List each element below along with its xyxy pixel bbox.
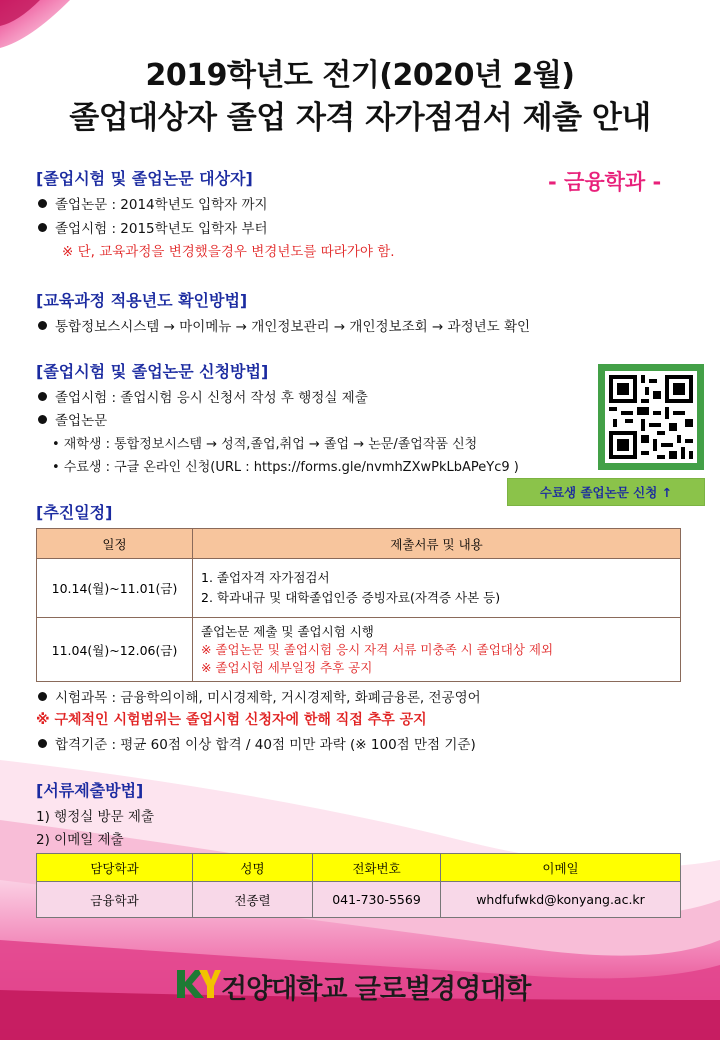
table-row: [37, 559, 681, 618]
column-header-date: 일정: [37, 529, 193, 559]
contact-table: [36, 853, 681, 918]
curriculum-path-text: 통합정보스시스템 → 마이메뉴 → 개인정보관리 → 개인정보조회 → 과정년도 확인: [55, 319, 531, 335]
exam-range-notice: ※ 구체적인 시험범위는 졸업시험 신청자에 한해 직접 추후 공지: [36, 712, 427, 728]
target-thesis-text: 졸업논문 : 2014학년도 입학자 까지: [55, 197, 268, 213]
schedule-warning: ※ 졸업논문 및 졸업시험 응시 자격 서류 미충족 시 졸업대상 제외: [201, 641, 554, 657]
contact-phone: 041-730-5569: [313, 882, 441, 918]
title-line-2: 졸업대상자 졸업 자격 자가점검서 제출 안내: [69, 100, 651, 136]
schedule-warning: ※ 졸업시험 세부일정 추후 공지: [201, 659, 373, 675]
pass-criteria-text: 합격기준 : 평균 60점 이상 합격 / 40점 미만 과락 (※ 100점 만점 기준): [55, 737, 476, 753]
contact-email[interactable]: whdfufwkd@konyang.ac.kr: [441, 882, 681, 918]
target-note: ※ 단, 교육과정을 변경했을경우 변경년도를 따라가야 함.: [62, 244, 395, 260]
ky-logo-icon: [175, 966, 221, 1002]
qr-code-icon: [605, 371, 697, 463]
bullet-icon: [38, 415, 47, 424]
schedule-header-row: [37, 529, 681, 559]
schedule-content: [193, 618, 681, 682]
department-label: - 금융학과 -: [548, 170, 662, 194]
column-header-name: 성명: [193, 854, 313, 882]
university-name: 건양대학교 글로벌경영대학: [221, 974, 531, 1005]
contact-name: 전종렬: [193, 882, 313, 918]
apply-enrolled: • 재학생 : 통합정보시스템 → 성적,졸업,취업 → 졸업 → 논문/졸업작품 신청: [52, 437, 478, 452]
apply-exam: [38, 386, 368, 406]
schedule-item: 1. 졸업자격 자가점검서: [201, 570, 330, 585]
bullet-icon: [38, 199, 47, 208]
schedule-table: [36, 528, 681, 682]
apply-thesis: [38, 409, 107, 429]
university-logo: [175, 966, 575, 1006]
bullet-icon: [38, 692, 47, 701]
column-header-content: 제출서류 및 내용: [193, 529, 681, 559]
target-exam: [38, 217, 268, 237]
schedule-item: 졸업논문 제출 및 졸업시험 시행: [201, 623, 374, 639]
exam-subjects: [38, 686, 481, 706]
contact-department: 금융학과: [37, 882, 193, 918]
heading-submission: [서류제출방법]: [36, 781, 144, 800]
bullet-icon: [38, 392, 47, 401]
qr-code[interactable]: [598, 364, 704, 470]
table-row: [37, 618, 681, 682]
heading-schedule: [추진일정]: [36, 503, 113, 522]
target-thesis: [38, 193, 268, 213]
column-header-email: 이메일: [441, 854, 681, 882]
schedule-date: 11.04(월)~12.06(금): [37, 618, 193, 682]
bullet-icon: [38, 321, 47, 330]
schedule-content: [193, 559, 681, 618]
contact-header-row: [37, 854, 681, 882]
apply-completed: • 수료생 : 구글 온라인 신청(URL : https://forms.gle/nvmhZXwPkLbAPeYc9 ): [52, 460, 519, 475]
column-header-phone: 전화번호: [313, 854, 441, 882]
schedule-item: 2. 학과내규 및 대학졸업인증 증빙자료(자격증 사본 등): [201, 590, 501, 605]
submission-method-visit: 1) 행정실 방문 제출: [36, 809, 155, 825]
exam-subjects-text: 시험과목 : 금융학의이해, 미시경제학, 거시경제학, 화폐금융론, 전공영어: [55, 690, 481, 706]
schedule-date: 10.14(월)~11.01(금): [37, 559, 193, 618]
thesis-apply-qr-button[interactable]: 수료생 졸업논문 신청 ↑: [507, 478, 705, 506]
table-row: [37, 882, 681, 918]
curriculum-path: [38, 315, 530, 335]
column-header-department: 담당학과: [37, 854, 193, 882]
bullet-icon: [38, 223, 47, 232]
apply-thesis-text: 졸업논문: [55, 413, 108, 429]
heading-apply: [졸업시험 및 졸업논문 신청방법]: [36, 362, 269, 381]
pass-criteria: [38, 733, 476, 753]
heading-curriculum: [교육과정 적용년도 확인방법]: [36, 291, 248, 310]
heading-target: [졸업시험 및 졸업논문 대상자]: [36, 169, 253, 188]
apply-exam-text: 졸업시험 : 졸업시험 응시 신청서 작성 후 행정실 제출: [55, 390, 368, 406]
target-exam-text: 졸업시험 : 2015학년도 입학자 부터: [55, 221, 268, 237]
title-line-1: 2019학년도 전기(2020년 2월): [145, 58, 575, 93]
bullet-icon: [38, 739, 47, 748]
submission-method-email: 2) 이메일 제출: [36, 832, 124, 848]
